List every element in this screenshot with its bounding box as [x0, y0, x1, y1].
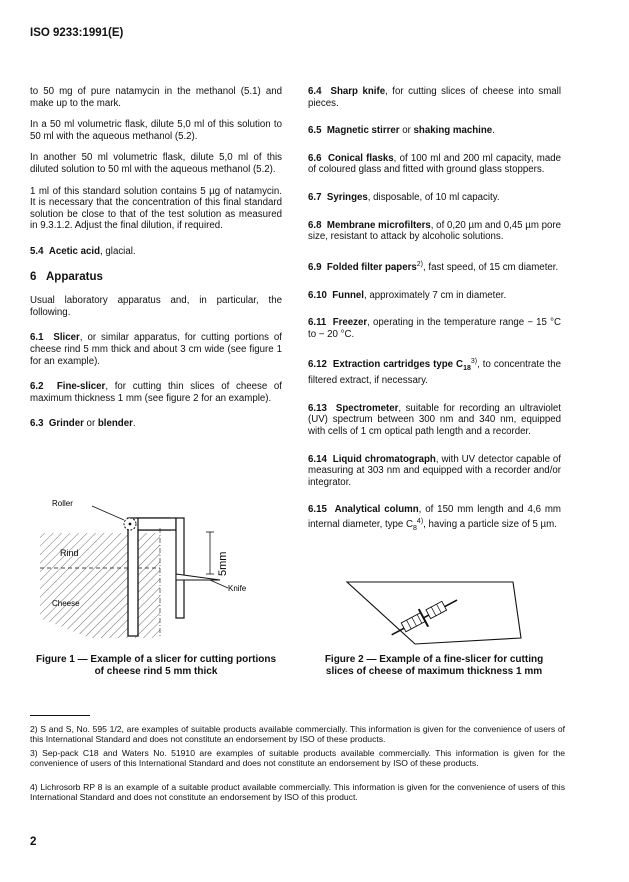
label-cheese: Cheese	[52, 599, 80, 608]
figure-2-caption: Figure 2 — Example of a fine-slicer for cutting slices of cheese of maximum thickness 1 mm	[324, 654, 544, 677]
clause-6-5: 6.5 Magnetic stirrer or shaking machine.	[308, 125, 495, 137]
knife-leader	[210, 580, 228, 588]
clause-6-7: 6.7 Syringes, disposable, of 10 ml capacity.	[308, 191, 500, 203]
clause-6-9: 6.9 Folded filter papers$^{2)}$, fast speed, of 15 cm diameter.	[308, 260, 559, 273]
slicer-side	[176, 518, 184, 618]
figure-1-caption: Figure 1 — Example of a slicer for cutting portions of cheese rind 5 mm thick	[35, 654, 277, 677]
footnote-3: 3) Sep-pack C18 and Waters No. 51910 are examples of suitable products available commercially. This information is given for the convenience of users of this International Standard and does not constitute an endorsement by ISO of these products.	[30, 748, 565, 769]
clause-6-1: 6.1 Slicer, or similar apparatus, for cutting portions of cheese rind 5 mm thick and about 3 cm wide (see figure 1 for an example).	[30, 332, 282, 367]
paragraph: In a 50 ml volumetric flask, dilute 5,0 ml of this solution to 50 ml with the aqueous methanol (5.2).	[30, 119, 282, 142]
clause-6-8: 6.8 Membrane microfilters, of 0,20 µm and 0,45 µm pore size, resistant to attack by alcoholic solutions.	[308, 219, 562, 243]
page-number: 2	[30, 836, 37, 848]
clause-6-2: 6.2 Fine-slicer, for cutting thin slices of cheese of maximum thickness 1 mm (see figure 2 for an example).	[30, 381, 282, 404]
label-dimension: 5mm	[217, 551, 229, 576]
clause-6-13: 6.13 Spectrometer, suitable for recording an ultraviolet (UV) spectrum between 300 nm and 340 nm, equipped with cells of 1 cm optical path length and a recorder.	[308, 402, 561, 437]
clause-6-14: 6.14 Liquid chromatograph, with UV detector capable of measuring at 303 nm and equipped with a recorder and/or integrator.	[308, 453, 562, 488]
paragraph: In another 50 ml volumetric flask, dilute 5,0 ml of this diluted solution to 50 ml with the aqueous methanol (5.2).	[30, 152, 282, 175]
right-column	[308, 86, 561, 545]
clause-5-4: 5.4 Acetic acid, glacial.	[30, 245, 136, 257]
clause-6-6: 6.6 Conical flasks, of 100 ml and 200 ml capacity, made of coloured glass and fitted with ground glass stoppers.	[308, 152, 561, 176]
figure-1-slicer-diagram	[30, 488, 270, 648]
document-header: ISO 9233:1991(E)	[30, 27, 124, 39]
clause-6-15: 6.15 Analytical column, of 150 mm length and 4,6 mm internal diameter, type $C_8^{4)}$, having a particle size of 5 µm.	[308, 504, 561, 533]
clause-6-3: 6.3 Grinder or blender.	[30, 418, 136, 430]
figure-2-fine-slicer-diagram	[345, 578, 525, 648]
paragraph: Usual laboratory apparatus and, in particular, the following.	[30, 295, 282, 318]
footnote-2: 2) S and S, No. 595 1/2, are examples of suitable products available commercially. This information is given for the convenience of users of this International Standard and does not constitute an endorsement by ISO of these products.	[30, 724, 565, 745]
footnote-separator	[30, 715, 90, 716]
clause-6-12: 6.12 Extraction cartridges type $C_{18}^{3)}$, to concentrate the filtered extract, if necessary.	[308, 358, 561, 387]
clause-6-4: 6.4 Sharp knife, for cutting slices of cheese into small pieces.	[308, 86, 561, 109]
clause-6-11: 6.11 Freezer, operating in the temperature range − 15 °C to − 20 °C.	[308, 317, 561, 340]
paragraph: to 50 mg of pure natamycin in the methanol (5.1) and make up to the mark.	[30, 86, 282, 109]
cheese-block	[40, 533, 160, 638]
label-rind: Rind	[60, 548, 79, 558]
knife	[176, 574, 220, 580]
paragraph: 1 ml of this standard solution contains 5 µg of natamycin. It is necessary that the concentration of this final standard solution be close to that of the test solution as measured in 9.3.1.2. Adjust the final dilution, if required.	[30, 185, 282, 232]
roller-center	[129, 523, 132, 526]
label-knife: Knife	[228, 584, 247, 593]
roller-leader	[92, 506, 124, 520]
left-column	[30, 86, 282, 440]
footnote-4: 4) Lichrosorb RP 8 is an example of a suitable product available commercially. This information is given for the convenience of users of this International Standard and does not constitute an endorsement by ISO of this product.	[30, 782, 565, 803]
clause-6-10: 6.10 Funnel, approximately 7 cm in diameter.	[308, 289, 507, 301]
section-heading: 6 Apparatus	[30, 270, 103, 283]
label-roller: Roller	[52, 499, 73, 508]
slicer-clamp	[138, 518, 176, 530]
